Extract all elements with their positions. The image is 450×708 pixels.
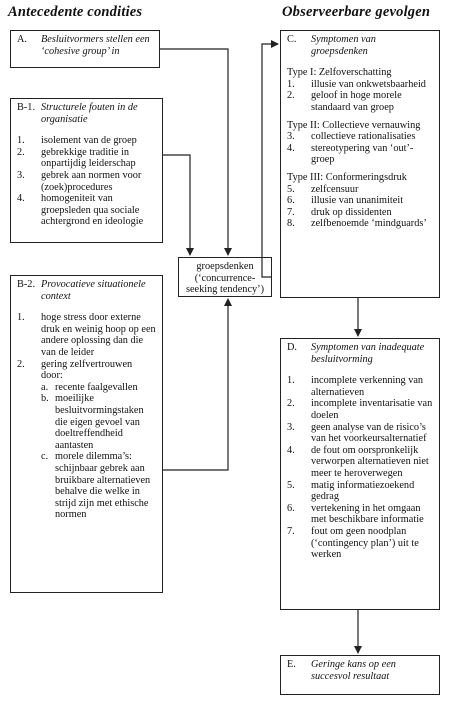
box-d-letter: D. [287, 342, 298, 353]
item-number: 1. [287, 375, 295, 387]
box-a-letter: A. [17, 34, 28, 45]
groupthink-label: groepsdenken (‘concurrence-seeking tendency’) [185, 261, 265, 296]
item-number: 6. [287, 195, 295, 207]
item-number: 5. [287, 479, 295, 491]
item-number: 2. [287, 398, 295, 410]
item-number: 1. [17, 312, 25, 324]
type1-heading: Type I: Zelfoverschatting [287, 67, 392, 79]
box-c-letter: C. [287, 34, 297, 45]
item-text: gering zelfvertrouwen door: [41, 358, 133, 382]
item-text: gebrekkige traditie in onpartijdig leiderschap [41, 146, 136, 170]
type3-heading: Type III: Conformeringsdruk [287, 171, 407, 183]
box-d-title: Symptomen van inadequate besluitvorming [311, 342, 425, 365]
item-text: illusie van unanimiteit [311, 195, 404, 207]
item-text: matig informatiezoekend gedrag [311, 479, 415, 503]
box-c-title: Symptomen van groepsdenken [311, 34, 376, 57]
item-number: 3. [287, 131, 295, 143]
item-number: 4. [17, 193, 25, 205]
item-number: 7. [287, 206, 295, 218]
item-number: 2. [17, 146, 25, 158]
sub-item-text: moeilijke besluitvormingstaken die eigen gevoel van doeltreffendheid aantasten [55, 393, 144, 451]
item-text: druk op dissidenten [311, 206, 392, 218]
item-text: geen analyse van de risico’s van het voorkeursalternatief [311, 421, 427, 445]
item-number: 4. [287, 142, 295, 154]
box-b2-title: Provocatieve situationele context [41, 279, 146, 302]
arrow-b2-to-groupthink [163, 299, 228, 470]
item-number: 1. [287, 78, 295, 90]
arrow-a-to-groupthink [160, 49, 228, 255]
item-number: 7. [287, 525, 295, 537]
item-number: 8. [287, 218, 295, 230]
item-number: 6. [287, 502, 295, 514]
item-number: 5. [287, 183, 295, 195]
type2-heading: Type II: Collectieve vernauwing [287, 119, 421, 131]
item-number: 3. [17, 169, 25, 181]
item-text: zelfcensuur [311, 183, 359, 195]
box-e-title: Geringe kans op een succesvol resultaat [311, 659, 396, 682]
box-b2-letter: B-2. [17, 279, 36, 290]
item-text: isolement van de groep [41, 135, 137, 147]
item-text: de fout om oorspronkelijk verworpen alternatieven niet meer te heroverwegen [311, 444, 429, 479]
item-text: illusie van onkwetsbaarheid [311, 78, 426, 90]
item-text: zelfbenoemde ‘mindguards’ [311, 218, 427, 230]
item-text: stereotypering van ‘out’-groep [311, 142, 414, 166]
item-number: 3. [287, 421, 295, 433]
sub-item-letter: c. [41, 451, 49, 463]
item-number: 2. [287, 90, 295, 102]
item-text: hoge stress door externe druk en weinig hoop op een andere oplossing dan die van de leider [41, 312, 156, 358]
item-text: geloof in hoge morele standaard van groep [311, 90, 402, 113]
box-e-letter: E. [287, 659, 296, 670]
box-b1-letter: B-1. [17, 102, 36, 113]
item-text: homogeniteit van groepsleden qua sociale achtergrond en ideologie [41, 193, 144, 228]
box-b1-title: Structurele fouten in de organisatie [41, 102, 138, 125]
item-text: incomplete verkenning van alternatieven [311, 375, 424, 398]
item-number: 2. [17, 358, 25, 370]
sub-item-text: morele dilemma’s: schijnbaar gebrek aan bruikbare alternatieven behalve die welke in strijd zijn met ethische normen [55, 451, 151, 521]
box-a-title: Besluitvormers stellen een ‘cohesive group’ in [41, 34, 150, 57]
item-number: 1. [17, 135, 25, 147]
item-text: vertekening in het omgaan met beschikbare informatie [311, 502, 424, 526]
sub-item-letter: b. [41, 393, 49, 405]
sub-item-text: recente faalgevallen [55, 381, 138, 393]
item-text: collectieve rationalisaties [311, 131, 416, 143]
item-number: 4. [287, 444, 295, 456]
header-antecedents: Antecedente condities [8, 4, 143, 20]
item-text: gebrek aan normen voor (zoek)procedures [41, 169, 142, 193]
item-text: incomplete inventarisatie van doelen [311, 398, 433, 421]
sub-item-letter: a. [41, 381, 49, 393]
header-consequences: Observeerbare gevolgen [282, 4, 431, 20]
arrow-groupthink-to-c [262, 44, 278, 277]
arrow-b1-to-groupthink [163, 155, 190, 255]
item-text: fout om geen noodplan (‘contingency plan’) uit te werken [311, 525, 419, 561]
